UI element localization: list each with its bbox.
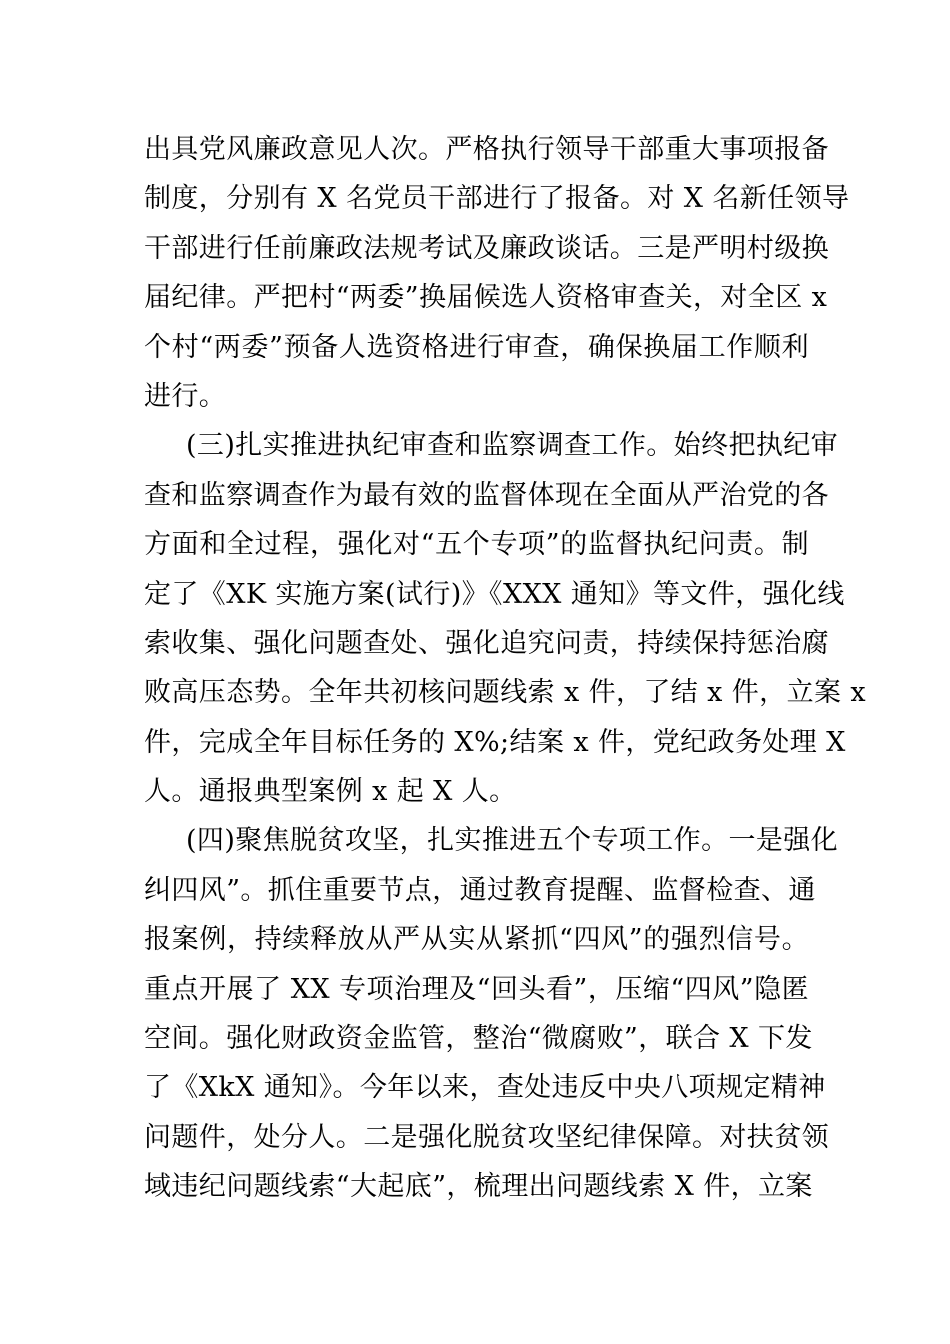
- text-line: 制度，分别有 X 名党员干部进行了报备。对 X 名新任领导: [144, 183, 850, 215]
- text-line: 干部进行任前廉政法规考试及廉政谈话。三是严明村级换: [144, 232, 829, 264]
- text-line: 域违纪问题线索“大起底”，梳理出问题线索 X 件，立案: [144, 1171, 813, 1203]
- text-line: 件，完成全年目标任务的 X%;结案 x 件，党纪政务处理 X: [144, 726, 846, 758]
- document-body: [144, 125, 866, 1212]
- text-line: 重点开展了 XX 专项治理及“回头看”，压缩“四风”隐匿: [144, 973, 809, 1005]
- text-line: 索收集、强化问题查处、强化追究问责，持续保持惩治腐: [144, 627, 829, 659]
- text-line: 个村“两委”预备人选资格进行审查，确保换届工作顺利: [144, 331, 809, 363]
- paragraph-heading-line: (四)聚焦脱贫攻坚，扎实推进五个专项工作。一是强化: [186, 825, 839, 857]
- text-line: 了《XkX 通知》。今年以来，查处违反中央八项规定精神: [144, 1072, 826, 1104]
- text-line: 人。通报典型案例 x 起 X 人。: [144, 776, 517, 808]
- text-line: 查和监察调查作为最有效的监督体现在全面从严治党的各: [144, 479, 829, 511]
- text-line: 纠四风”。抓住重要节点，通过教育提醒、监督检查、通: [144, 874, 816, 906]
- text-line: 届纪律。严把村“两委”换届候选人资格审查关，对全区 x: [144, 282, 828, 314]
- text-line: 进行。: [144, 380, 227, 412]
- text-line: 空间。强化财政资金监管，整治“微腐败”，联合 X 下发: [144, 1023, 813, 1055]
- text-line: 出具党风廉政意见人次。严格执行领导干部重大事项报备: [144, 134, 829, 165]
- text-line: 问题件，处分人。二是强化脱贫攻坚纪律保障。对扶贫领: [144, 1121, 829, 1153]
- text-line: 败高压态势。全年共初核问题线索 x 件，了结 x 件，立案 x: [144, 677, 866, 709]
- text-line: 定了《XK 实施方案(试行)》《XXX 通知》等文件，强化线: [144, 578, 845, 610]
- text-line: 报案例，持续释放从严从实从紧抓“四风”的强烈信号。: [144, 924, 809, 956]
- text-line: 方面和全过程，强化对“五个专项”的监督执纪问责。制: [144, 529, 809, 561]
- paragraph-heading-line: (三)扎实推进执纪审查和监察调查工作。始终把执纪审: [186, 430, 839, 462]
